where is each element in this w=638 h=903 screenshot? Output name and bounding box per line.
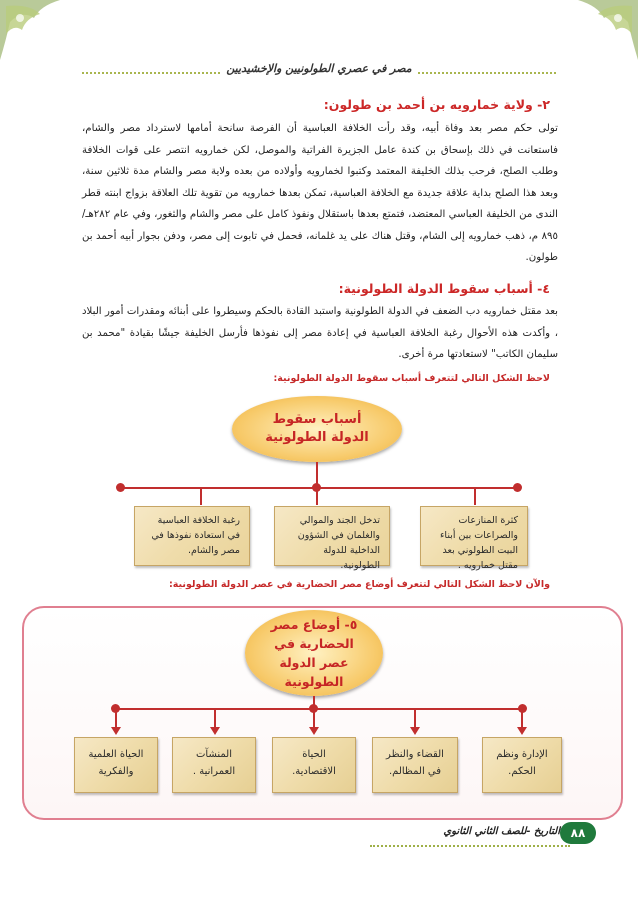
diagram2-box-economy-text: الحياة الاقتصادية. [292,749,336,777]
diagram1-box-soldiers [274,506,390,571]
diagram1-drop-mid [316,489,318,505]
diagram2-drop-3 [313,710,315,727]
page-header [0,62,638,75]
diagram2-root-label: ٥- أوضاع مصر الحضارية في عصر الدولة الطولونية [270,617,358,689]
footer-subject: التاريخ -للصف الثاني الثانوي [443,826,560,837]
diagram2-box-economy [272,737,356,793]
diagram1-box-caliphate [134,506,250,566]
diagram2-box-judiciary [372,737,458,793]
diagram2-drop-2 [214,710,216,727]
diagram2-box-science-text: الحياة العلمية والفكرية [88,749,144,777]
diagram1-dot-left [116,483,125,492]
diagram1-box-soldiers-text: تدخل الجند والموالي والغلمان في الشؤون الداخلية للدولة الطولونية. [297,515,380,571]
diagram1-drop-right [474,489,476,505]
corner-ornament-left-icon [0,0,70,70]
section-paragraph-fall-causes: بعد مقتل خمارويه دب الضعف في الدولة الطولونية واستبد القادة بالحكم وسيطروا على أبنائه ومقدرات أمور البلاد ، وأكدت هذه الأحوال رغبة الخلافة العباسية في إعادة مصر إلى نفوذها فأرسل الخليفة جيشًا بقيادة "محمد بن سليمان الكاتب" لاستعادتها مرة أخرى. [82,306,558,360]
diagram2-arrow-1-icon [111,727,121,735]
footer-divider [370,845,570,847]
diagram1-instruction: لاحظ الشكل التالي لتتعرف أسباب سقوط الدولة الطولونية: [273,373,550,384]
diagram2-box-science [74,737,158,793]
diagram2-drop-4 [414,710,416,727]
diagram2-box-buildings [172,737,256,793]
diagram2-arrow-5-icon [517,727,527,735]
diagram1-box-caliphate-text: رغبة الخلافة العباسية في استعادة نفوذها في مصر والشام. [151,515,240,556]
header-title: مصر في عصري الطولونيين والإخشيديين [220,62,417,75]
diagram1-box-conflicts-text: كثرة المنازعات والصراعات بين أبناء البيت الطولوني بعد مقتل خمارويه . [439,515,518,571]
section-paragraph-khumarawayh: تولى حكم مصر بعد وفاة أبيه، وقد رأت الخلافة العباسية أن الفرصة سانحة أمامها لاسترداد مصر والشام، فاستعانت في ذلك بإسحاق بن كندة عامل الجزيرة الفراتية والموصل، لكن خمارويه انتصر على قوات الخلافة وطلب الصلح، فرحب بذلك الخليفة المعتمد وكتبوا لخمارويه وأولاده من بعده ولاية مصر والشام مدة ثلاثين سنة، وبعد هذا الصلح بداية علاقة جديدة مع الخلافة العباسية، تمكن بعدها خمارويه من تقوية تلك العلاقة بزواج ابنته قطر الندى من الخليفة العباسي المعتضد، فتمتع بعدها باستقلال ونفوذ كامل على مصر والشام والثغور، وفي عام ٢٨٢هـ/٨٩٥ م، ذهب خمارويه إلى الشام، وقتل هناك على يد غلمانه، فحمل في تابوت إلى مصر، ودفن بجوار أبيه أحمد بن طولون. [82,123,558,263]
diagram1-root [232,396,402,462]
diagram1-root-label: أسباب سقوط الدولة الطولونية [265,412,369,445]
corner-ornament-right-icon [568,0,638,70]
diagram2-arrow-4-icon [410,727,420,735]
diagram2-arrow-2-icon [210,727,220,735]
diagram2-box-buildings-text: المنشآت العمرانية . [192,749,236,777]
section-title-fall-causes: ٤- أسباب سقوط الدولة الطولونية: [338,281,550,296]
diagram2-box-administration-text: الإدارة ونظم الحكم. [496,749,548,777]
diagram2-box-administration [482,737,562,793]
section-title-khumarawayh: ٢- ولاية خمارويه بن أحمد بن طولون: [323,97,550,112]
diagram2-instruction: والآن لاحظ الشكل التالي لتتعرف أوضاع مصر الحضارية في عصر الدولة الطولونية: [168,579,550,590]
diagram2-root [245,610,383,696]
diagram2-box-judiciary-text: القضاء والنظر في المظالم. [386,749,444,777]
diagram2-arrow-3-icon [309,727,319,735]
diagram2-drop-1 [115,710,117,727]
diagram1-box-conflicts [420,506,528,571]
diagram2-drop-5 [521,710,523,727]
page-number-badge [560,822,596,844]
diagram1-drop-left [200,489,202,505]
diagram1-dot-right [513,483,522,492]
page-number: ٨٨ [570,826,586,840]
diagram2-branch [115,708,523,710]
